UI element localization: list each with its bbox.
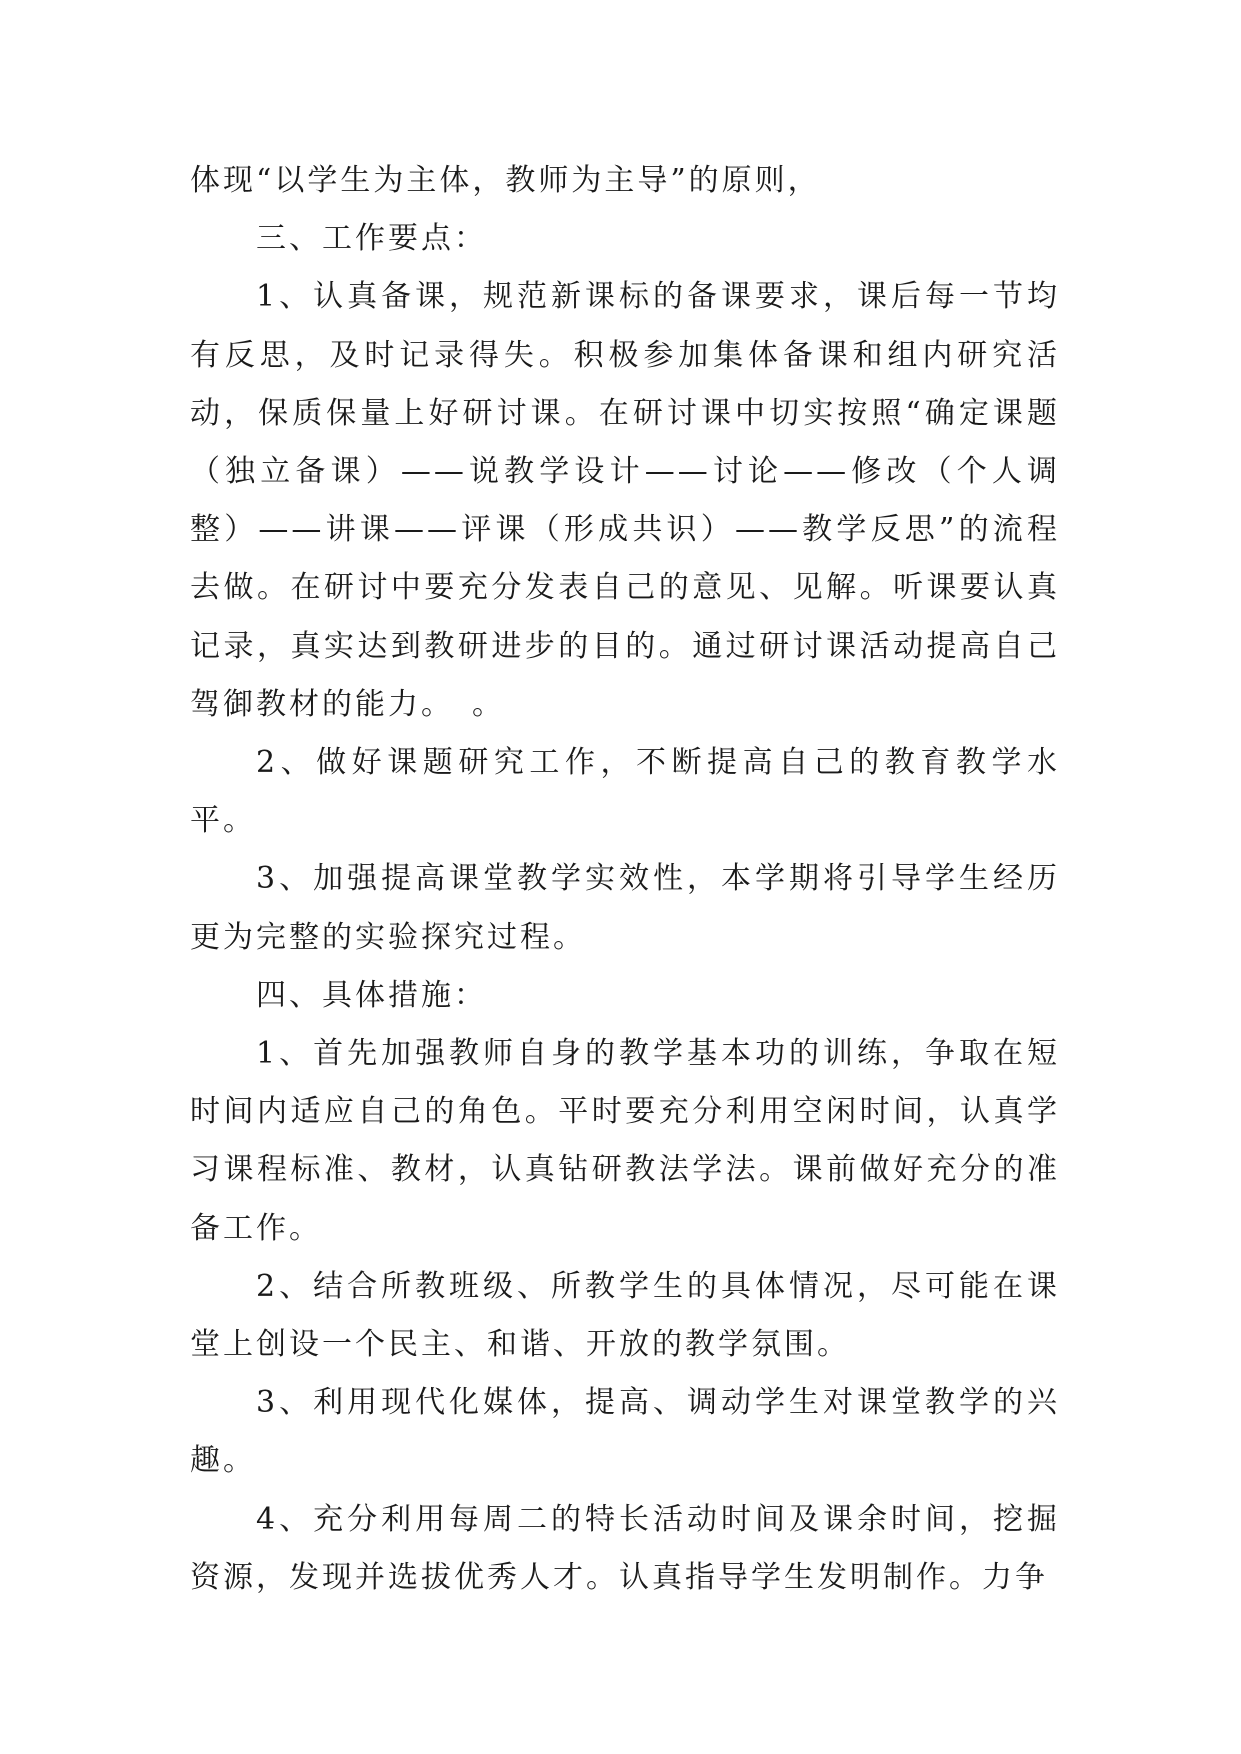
paragraph-work-point-1: 1、认真备课，规范新课标的备课要求，课后每一节均有反思，及时记录得失。积极参加集体备课和组内研究活动，保质保量上好研讨课。在研讨课中切实按照“确定课题（独立备课）——说教学设计——讨论——修改（个人调整）——讲课——评课（形成共识）——教学反思”的流程去做。在研讨中要充分发表自己的意见、见解。听课要认真记录，真实达到教研进步的目的。通过研讨课活动提高自己驾御教材的能力。 。 <box>190 279 1060 722</box>
section-heading-measures: 四、具体措施： <box>256 977 487 1013</box>
body-text <box>190 152 1060 1607</box>
paragraph-work-point-3: 3、加强提高课堂教学实效性，本学期将引导学生经历更为完整的实验探究过程。 <box>190 861 1060 955</box>
paragraph-continuation: 体现“以学生为主体，教师为主导”的原则， <box>190 163 821 198</box>
paragraph-measure-2: 2、结合所教班级、所教学生的具体情况，尽可能在课堂上创设一个民主、和谐、开放的教学氛围。 <box>190 1268 1060 1363</box>
section-heading-work-points: 三、工作要点： <box>256 221 487 257</box>
paragraph-measure-1: 1、首先加强教师自身的教学基本功的训练，争取在短时间内适应自己的角色。平时要充分利用空闲时间，认真学习课程标准、教材，认真钻研教法学法。课前做好充分的准备工作。 <box>190 1036 1060 1246</box>
paragraph-measure-4: 4、充分利用每周二的特长活动时间及课余时间，挖掘资源，发现并选拔优秀人才。认真指导学生发明制作。力争 <box>190 1501 1060 1595</box>
paragraph-work-point-2: 2、做好课题研究工作，不断提高自己的教育教学水平。 <box>190 745 1060 839</box>
paragraph-measure-3: 3、利用现代化媒体，提高、调动学生对课堂教学的兴趣。 <box>190 1385 1060 1479</box>
